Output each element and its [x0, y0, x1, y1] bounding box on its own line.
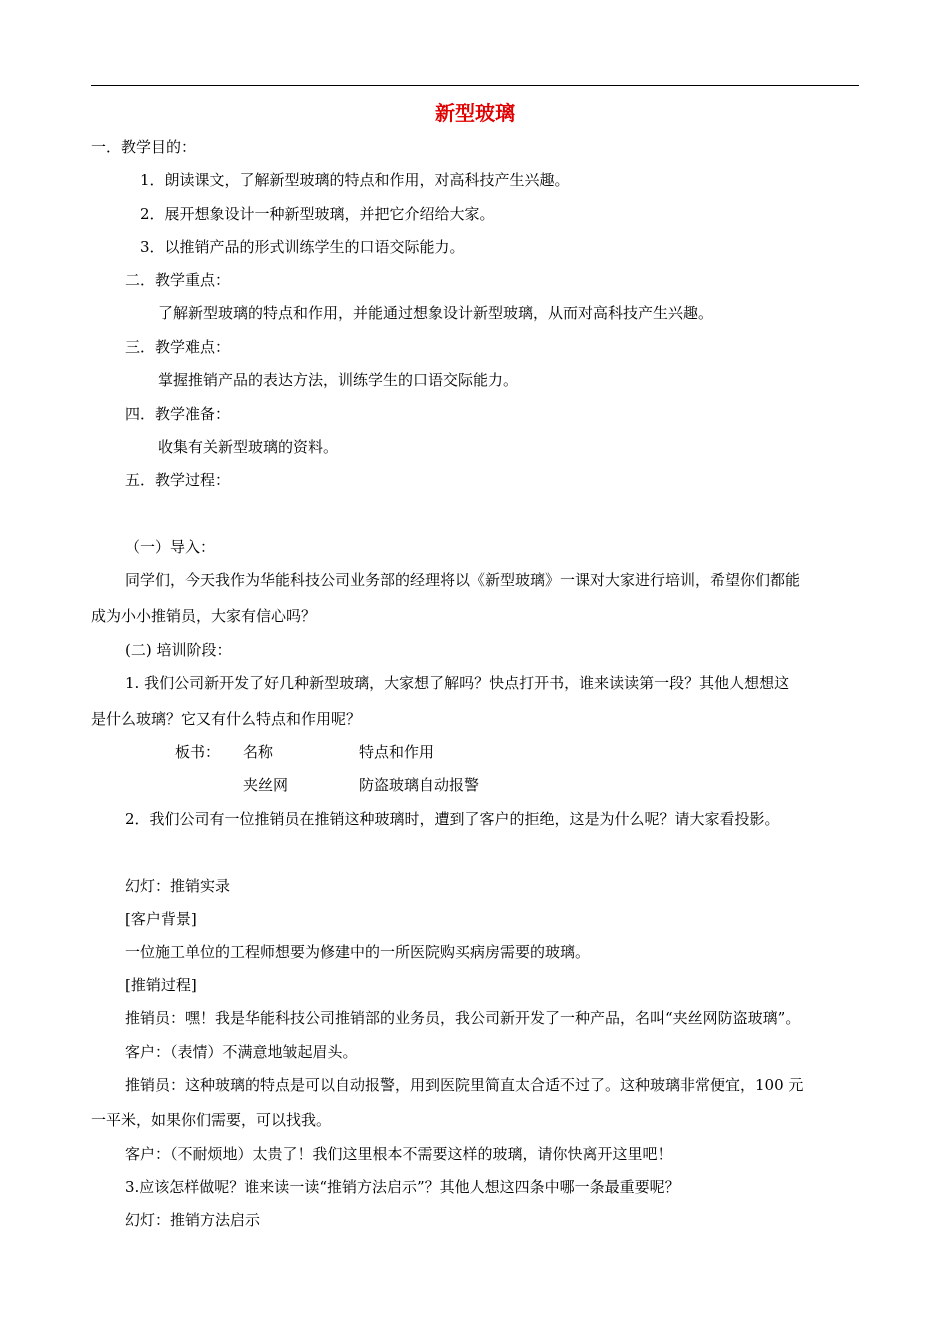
intro-text-line-2: 成为小小推销员，大家有信心吗？ — [91, 607, 317, 625]
section-2-text: 了解新型玻璃的特点和作用，并能通过想象设计新型玻璃，从而对高科技产生兴趣。 — [158, 304, 714, 322]
board-col1-row1: 夹丝网 — [243, 776, 289, 794]
objective-2: 2．展开想象设计一种新型玻璃，并把它介绍给大家。 — [140, 205, 495, 223]
section-3-heading: 三．教学难点： — [125, 338, 231, 356]
training-p1-line-2: 是什么玻璃？它又有什么特点和作用呢？ — [91, 710, 362, 728]
section-3-text: 掌握推销产品的表达方法，训练学生的口语交际能力。 — [158, 371, 519, 389]
slide-bg-label: [客户背景] — [125, 910, 197, 928]
training-heading: (二) 培训阶段： — [125, 641, 232, 659]
slide-title: 幻灯：推销实录 — [125, 877, 231, 895]
intro-heading: （一）导入： — [125, 538, 216, 556]
board-col1-header: 名称 — [243, 743, 274, 761]
slide-process-label: [推销过程] — [125, 976, 197, 994]
dialogue-2: 客户：（表情）不满意地皱起眉头。 — [125, 1043, 358, 1061]
step-3-slide-title: 幻灯：推销方法启示 — [125, 1211, 261, 1229]
section-4-heading: 四．教学准备： — [125, 405, 231, 423]
dialogue-3-line-2: 一平米，如果你们需要，可以找我。 — [91, 1111, 332, 1129]
training-p1-line-1: 1. 我们公司新开发了好几种新型玻璃，大家想了解吗？快点打开书，谁来读读第一段？其他人想想这 — [125, 674, 790, 692]
dialogue-3-line-1: 推销员：这种玻璃的特点是可以自动报警，用到医院里简直太合适不过了。这种玻璃非常便宜，100 元 — [125, 1076, 804, 1094]
section-4-text: 收集有关新型玻璃的资料。 — [158, 438, 339, 456]
board-col2-row1: 防盗玻璃自动报警 — [359, 776, 480, 794]
section-5-heading: 五．教学过程： — [125, 471, 231, 489]
objective-1: 1．朗读课文，了解新型玻璃的特点和作用，对高科技产生兴趣。 — [140, 171, 570, 189]
header-rule — [91, 85, 859, 86]
training-p2: 2．我们公司有一位推销员在推销这种玻璃时，遭到了客户的拒绝，这是为什么呢？请大家看投影。 — [125, 810, 780, 828]
objective-3: 3．以推销产品的形式训练学生的口语交际能力。 — [140, 238, 465, 256]
slide-bg-text: 一位施工单位的工程师想要为修建中的一所医院购买病房需要的玻璃。 — [125, 943, 591, 961]
section-1-heading: 一．教学目的： — [91, 138, 197, 156]
step-3-text: 3.应该怎样做呢？谁来读一读“推销方法启示”？其他人想这四条中哪一条最重要呢？ — [125, 1178, 680, 1196]
board-label: 板书： — [175, 743, 221, 761]
page-title: 新型玻璃 — [435, 101, 515, 125]
dialogue-1: 推销员：嘿！我是华能科技公司推销部的业务员，我公司新开发了一种产品，名叫“夹丝网防盗玻璃”。 — [125, 1009, 801, 1027]
intro-text-line-1: 同学们，今天我作为华能科技公司业务部的经理将以《新型玻璃》一课对大家进行培训，希望你们都能 — [125, 571, 801, 589]
section-2-heading: 二．教学重点： — [125, 271, 231, 289]
dialogue-4: 客户：（不耐烦地）太贵了！我们这里根本不需要这样的玻璃，请你快离开这里吧！ — [125, 1145, 673, 1163]
board-col2-header: 特点和作用 — [359, 743, 435, 761]
